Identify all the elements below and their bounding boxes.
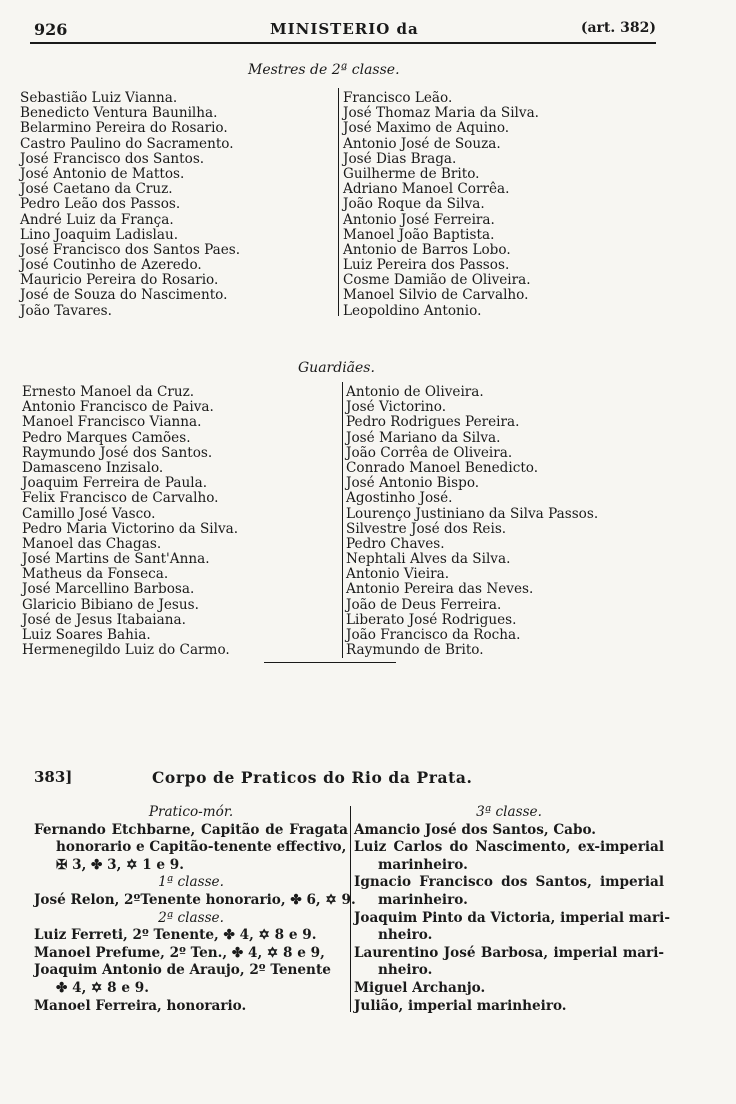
name-entry: José de Souza do Nascimento. bbox=[20, 287, 228, 304]
text-line: Joaquim Antonio de Araujo, 2º Tenente bbox=[34, 962, 331, 979]
guardiaes-left-list bbox=[22, 385, 238, 658]
text-line: Miguel Archanjo. bbox=[354, 979, 486, 996]
name-entry: José de Jesus Itabaiana. bbox=[22, 611, 186, 628]
name-entry: José Thomaz Maria da Silva. bbox=[343, 105, 539, 122]
page-title: MINISTERIO da bbox=[270, 20, 419, 38]
name-entry: José Antonio Bispo. bbox=[346, 475, 480, 492]
text-line: ✤ 4, ✡ 8 e 9. bbox=[56, 979, 149, 996]
name-entry: Luiz Pereira dos Passos. bbox=[343, 257, 510, 274]
text-line: Julião, imperial marinheiro. bbox=[354, 997, 567, 1014]
name-entry: Antonio de Barros Lobo. bbox=[343, 241, 511, 258]
text-line: Fernando Etchbarne, Capitão de Fragata bbox=[34, 821, 348, 838]
name-entry: José Marcellino Barbosa. bbox=[22, 581, 195, 598]
name-entry: Antonio Francisco de Paiva. bbox=[22, 399, 214, 416]
text-line: Laurentino José Barbosa, imperial mari- bbox=[354, 944, 664, 961]
section-heading-guardiaes: Guardiães. bbox=[298, 360, 375, 376]
name-entry: Nephtali Alves da Silva. bbox=[346, 551, 511, 568]
mestres-left-list bbox=[20, 91, 240, 319]
name-entry: Hermenegildo Luiz do Carmo. bbox=[22, 642, 230, 659]
name-entry: Belarmino Pereira do Rosario. bbox=[20, 120, 228, 137]
subheading-1a-classe: 1ª classe. bbox=[158, 874, 224, 891]
page-header bbox=[30, 18, 656, 44]
text-line: Joaquim Pinto da Victoria, imperial mari- bbox=[354, 909, 670, 926]
text-line: Luiz Carlos do Nascimento, ex-imperial bbox=[354, 839, 664, 856]
text-line: Ignacio Francisco dos Santos, imperial bbox=[354, 874, 664, 891]
text-line: marinheiro. bbox=[378, 856, 468, 873]
name-entry: Ernesto Manoel da Cruz. bbox=[22, 384, 195, 400]
name-entry: José Dias Braga. bbox=[343, 150, 457, 167]
section-heading-mestres: Mestres de 2ª classe. bbox=[248, 62, 400, 78]
text-line: Amancio José dos Santos, Cabo. bbox=[354, 821, 597, 838]
name-entry: José Martins de Sant'Anna. bbox=[22, 551, 210, 568]
name-entry: Manoel Francisco Vianna. bbox=[22, 414, 202, 431]
name-entry: José Caetano da Cruz. bbox=[20, 181, 173, 198]
name-entry: Conrado Manoel Benedicto. bbox=[346, 459, 539, 476]
name-entry: Mauricio Pereira do Rosario. bbox=[20, 272, 219, 289]
name-entry: José Antonio de Mattos. bbox=[20, 165, 185, 182]
name-entry: José Victorino. bbox=[346, 399, 447, 416]
name-entry: André Luiz da França. bbox=[20, 211, 174, 228]
name-entry: Pedro Marques Camões. bbox=[22, 429, 191, 446]
name-entry: João Tavares. bbox=[20, 302, 112, 319]
name-entry: João Roque da Silva. bbox=[343, 196, 485, 213]
name-entry: José Maximo de Aquino. bbox=[343, 120, 510, 137]
name-entry: José Mariano da Silva. bbox=[346, 429, 501, 446]
name-entry: Raymundo de Brito. bbox=[346, 642, 484, 659]
text-line: Luiz Ferreti, 2º Tenente, ✤ 4, ✡ 8 e 9. bbox=[34, 927, 317, 944]
name-entry: Antonio Pereira das Neves. bbox=[346, 581, 534, 598]
name-entry: Adriano Manoel Corrêa. bbox=[343, 181, 510, 198]
section-title-praticos: Corpo de Praticos do Rio da Prata. bbox=[152, 768, 473, 787]
name-entry: João de Deus Ferreira. bbox=[346, 596, 502, 613]
text-line: ✠ 3, ✤ 3, ✡ 1 e 9. bbox=[56, 856, 184, 873]
name-entry: Sebastião Luiz Vianna. bbox=[20, 90, 178, 106]
praticos-right-column bbox=[354, 804, 670, 1015]
subheading-pratico-mor: Pratico-mór. bbox=[148, 804, 234, 820]
subheading-3a-classe: 3ª classe. bbox=[476, 804, 542, 820]
name-entry: José Coutinho de Azeredo. bbox=[20, 257, 202, 274]
name-entry: Felix Francisco de Carvalho. bbox=[22, 490, 219, 507]
column-divider bbox=[350, 806, 351, 1012]
name-entry: Pedro Rodrigues Pereira. bbox=[346, 414, 520, 431]
name-entry: Silvestre José dos Reis. bbox=[346, 520, 507, 537]
section-end-rule bbox=[264, 662, 396, 663]
name-entry: Liberato José Rodrigues. bbox=[346, 611, 517, 628]
name-entry: Glaricio Bibiano de Jesus. bbox=[22, 596, 199, 613]
text-line: nheiro. bbox=[378, 962, 433, 979]
name-entry: Pedro Maria Victorino da Silva. bbox=[22, 520, 239, 537]
column-divider bbox=[342, 382, 343, 658]
name-entry: Manoel João Baptista. bbox=[343, 226, 495, 243]
name-entry: Antonio Vieira. bbox=[346, 566, 450, 583]
name-entry: Benedicto Ventura Baunilha. bbox=[20, 105, 218, 122]
header-rule bbox=[30, 42, 656, 44]
name-entry: Raymundo José dos Santos. bbox=[22, 444, 213, 461]
name-entry: Antonio de Oliveira. bbox=[346, 384, 484, 400]
column-divider bbox=[338, 88, 339, 316]
name-entry: José Francisco dos Santos Paes. bbox=[20, 241, 241, 258]
name-entry: Pedro Leão dos Passos. bbox=[20, 196, 181, 213]
name-entry: Manoel Silvio de Carvalho. bbox=[343, 287, 529, 304]
name-entry: Cosme Damião de Oliveira. bbox=[343, 272, 531, 289]
name-entry: Lino Joaquim Ladislau. bbox=[20, 226, 179, 243]
page-number: 926 bbox=[34, 20, 68, 39]
name-entry: Francisco Leão. bbox=[343, 90, 453, 106]
name-entry: Antonio José de Souza. bbox=[343, 135, 501, 152]
name-entry: Damasceno Inzisalo. bbox=[22, 459, 164, 476]
praticos-left-column bbox=[34, 804, 356, 1015]
name-entry: Joaquim Ferreira de Paula. bbox=[22, 475, 208, 492]
name-entry: Agostinho José. bbox=[346, 490, 453, 507]
name-entry: José Francisco dos Santos. bbox=[20, 150, 205, 167]
text-line: Manoel Prefume, 2º Ten., ✤ 4, ✡ 8 e 9, bbox=[34, 944, 325, 961]
text-line: marinheiro. bbox=[378, 891, 468, 908]
text-line: honorario e Capitão-tenente effectivo, bbox=[56, 839, 347, 856]
name-entry: Pedro Chaves. bbox=[346, 535, 445, 552]
name-entry: Castro Paulino do Sacramento. bbox=[20, 135, 234, 152]
text-line: José Relon, 2ºTenente honorario, ✤ 6, ✡ 9. bbox=[34, 891, 356, 908]
name-entry: Lourenço Justiniano da Silva Passos. bbox=[346, 505, 599, 522]
mestres-right-list bbox=[343, 91, 539, 319]
text-line: Manoel Ferreira, honorario. bbox=[34, 997, 247, 1014]
text-line: nheiro. bbox=[378, 927, 433, 944]
name-entry: Leopoldino Antonio. bbox=[343, 302, 482, 319]
guardiaes-right-list bbox=[346, 385, 598, 658]
name-entry: João Francisco da Rocha. bbox=[346, 627, 521, 643]
name-entry: Manoel das Chagas. bbox=[22, 535, 162, 552]
subheading-2a-classe: 2ª classe. bbox=[158, 909, 224, 926]
name-entry: Guilherme de Brito. bbox=[343, 165, 480, 182]
name-entry: Matheus da Fonseca. bbox=[22, 566, 169, 583]
article-number: 383] bbox=[34, 768, 73, 786]
article-reference: (art. 382) bbox=[580, 20, 656, 36]
name-entry: Antonio José Ferreira. bbox=[343, 211, 495, 228]
name-entry: Camillo José Vasco. bbox=[22, 505, 156, 522]
name-entry: Luiz Soares Bahia. bbox=[22, 627, 151, 643]
name-entry: João Corrêa de Oliveira. bbox=[346, 444, 513, 461]
